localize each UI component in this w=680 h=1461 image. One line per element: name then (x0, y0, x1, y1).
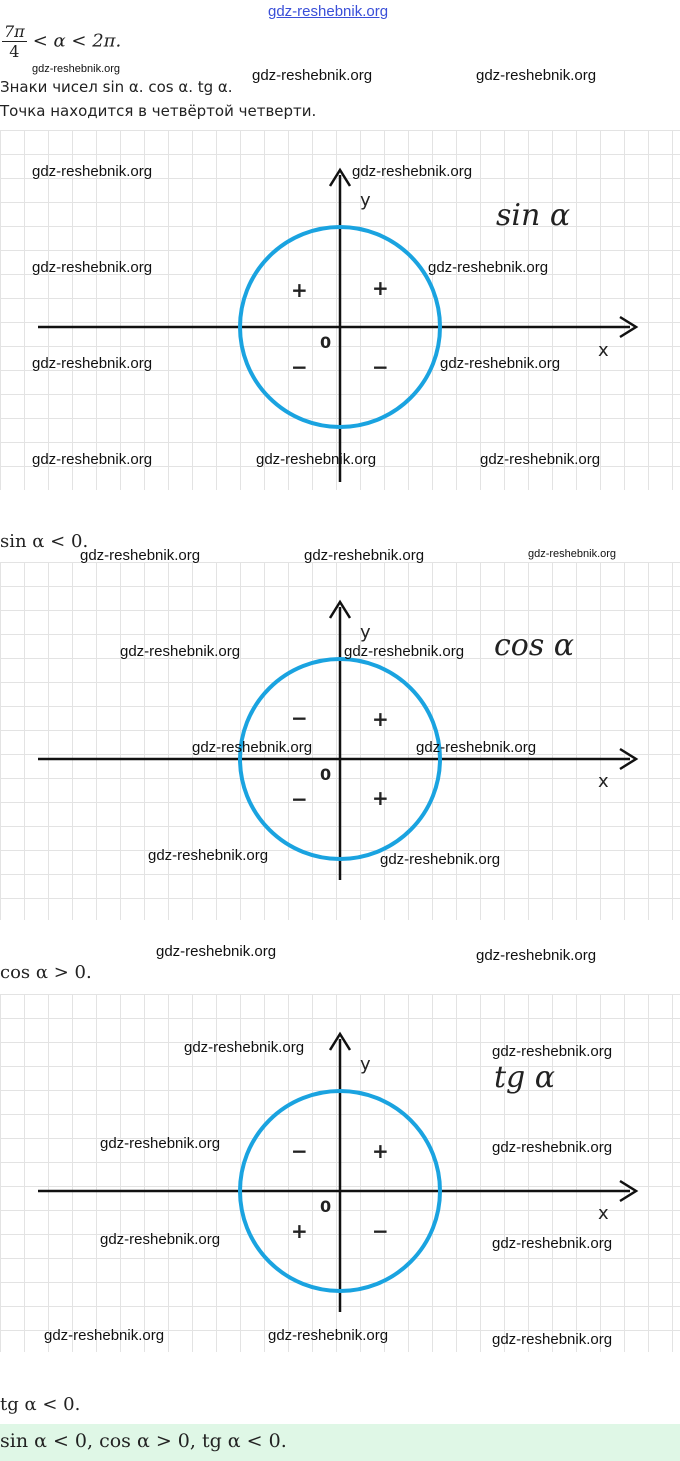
fraction-numerator: 7π (4, 22, 25, 41)
watermark: gdz-reshebnik.org (192, 739, 313, 756)
watermark: gdz-reshebnik.org (492, 1331, 613, 1348)
watermark: gdz-reshebnik.org (256, 451, 377, 468)
sign-q4: − (372, 355, 389, 379)
sign-q3: + (291, 1219, 308, 1243)
sign-q2: − (291, 706, 308, 730)
watermark: gdz-reshebnik.org (32, 355, 153, 372)
fraction-denominator: 4 (9, 42, 20, 61)
watermark: gdz-reshebnik.org (492, 1043, 613, 1060)
watermark: gdz-reshebnik.org (184, 1039, 305, 1056)
watermark: gdz-reshebnik.org (416, 739, 537, 756)
watermark: gdz-reshebnik.org (380, 851, 501, 868)
sign-q3: − (291, 355, 308, 379)
y-axis-label: y (360, 622, 371, 643)
watermark: gdz-reshebnik.org (304, 547, 425, 564)
sign-q4: − (372, 1219, 389, 1243)
watermark: gdz-reshebnik.org (44, 1327, 165, 1344)
watermark: gdz-reshebnik.org (148, 847, 269, 864)
origin-label: 0 (320, 765, 332, 784)
result-cos: cos α > 0. (0, 962, 92, 983)
y-axis-label: y (360, 1054, 371, 1075)
sign-q1: + (372, 707, 389, 731)
origin-label: 0 (320, 1197, 332, 1216)
function-label-tg: tg α (494, 1060, 556, 1095)
x-axis-label: x (598, 340, 609, 361)
function-label-cos: cos α (494, 628, 575, 663)
sign-q4: + (372, 786, 389, 810)
cos-diagram (0, 562, 680, 920)
watermark: gdz-reshebnik.org (480, 451, 601, 468)
final-answer: sin α < 0, cos α > 0, tg α < 0. (0, 1430, 287, 1452)
watermark: gdz-reshebnik.org (476, 947, 597, 964)
signs-line: Знаки чисел sin α. cos α. tg α. (0, 78, 233, 96)
sign-q1: + (372, 1139, 389, 1163)
watermark: gdz-reshebnik.org (32, 451, 153, 468)
watermark: gdz-reshebnik.org (440, 355, 561, 372)
origin-label: 0 (320, 333, 332, 352)
watermark: gdz-reshebnik.org (492, 1235, 613, 1252)
sign-q2: + (291, 278, 308, 302)
watermark: gdz-reshebnik.org (32, 163, 153, 180)
watermark: gdz-reshebnik.org (268, 1327, 389, 1344)
watermark: gdz-reshebnik.org (352, 163, 473, 180)
watermark: gdz-reshebnik.org (100, 1135, 221, 1152)
sin-diagram (0, 130, 680, 490)
top-watermark-link[interactable]: gdz-reshebnik.org (268, 3, 389, 20)
watermark: gdz-reshebnik.org (344, 643, 465, 660)
sign-q2: − (291, 1139, 308, 1163)
x-axis-label: x (598, 1203, 609, 1224)
y-axis-label: y (360, 190, 371, 211)
x-axis-label: x (598, 771, 609, 792)
watermark: gdz-reshebnik.org (156, 943, 277, 960)
watermark: gdz-reshebnik.org (476, 67, 597, 84)
watermark: gdz-reshebnik.org (120, 643, 241, 660)
watermark: gdz-reshebnik.org (100, 1231, 221, 1248)
sign-q1: + (372, 276, 389, 300)
condition-rest: < α < 2π. (32, 30, 122, 52)
result-tg: tg α < 0. (0, 1394, 81, 1415)
watermark: gdz-reshebnik.org (32, 63, 121, 75)
sign-q3: − (291, 787, 308, 811)
watermark: gdz-reshebnik.org (252, 67, 373, 84)
condition-formula (2, 22, 121, 61)
watermark: gdz-reshebnik.org (492, 1139, 613, 1156)
function-label-sin: sin α (496, 198, 571, 233)
quarter-line: Точка находится в четвёртой четверти. (0, 102, 317, 120)
watermark: gdz-reshebnik.org (528, 548, 617, 560)
watermark: gdz-reshebnik.org (32, 259, 153, 276)
result-sin: sin α < 0. (0, 531, 89, 552)
watermark: gdz-reshebnik.org (80, 547, 201, 564)
watermark: gdz-reshebnik.org (428, 259, 549, 276)
